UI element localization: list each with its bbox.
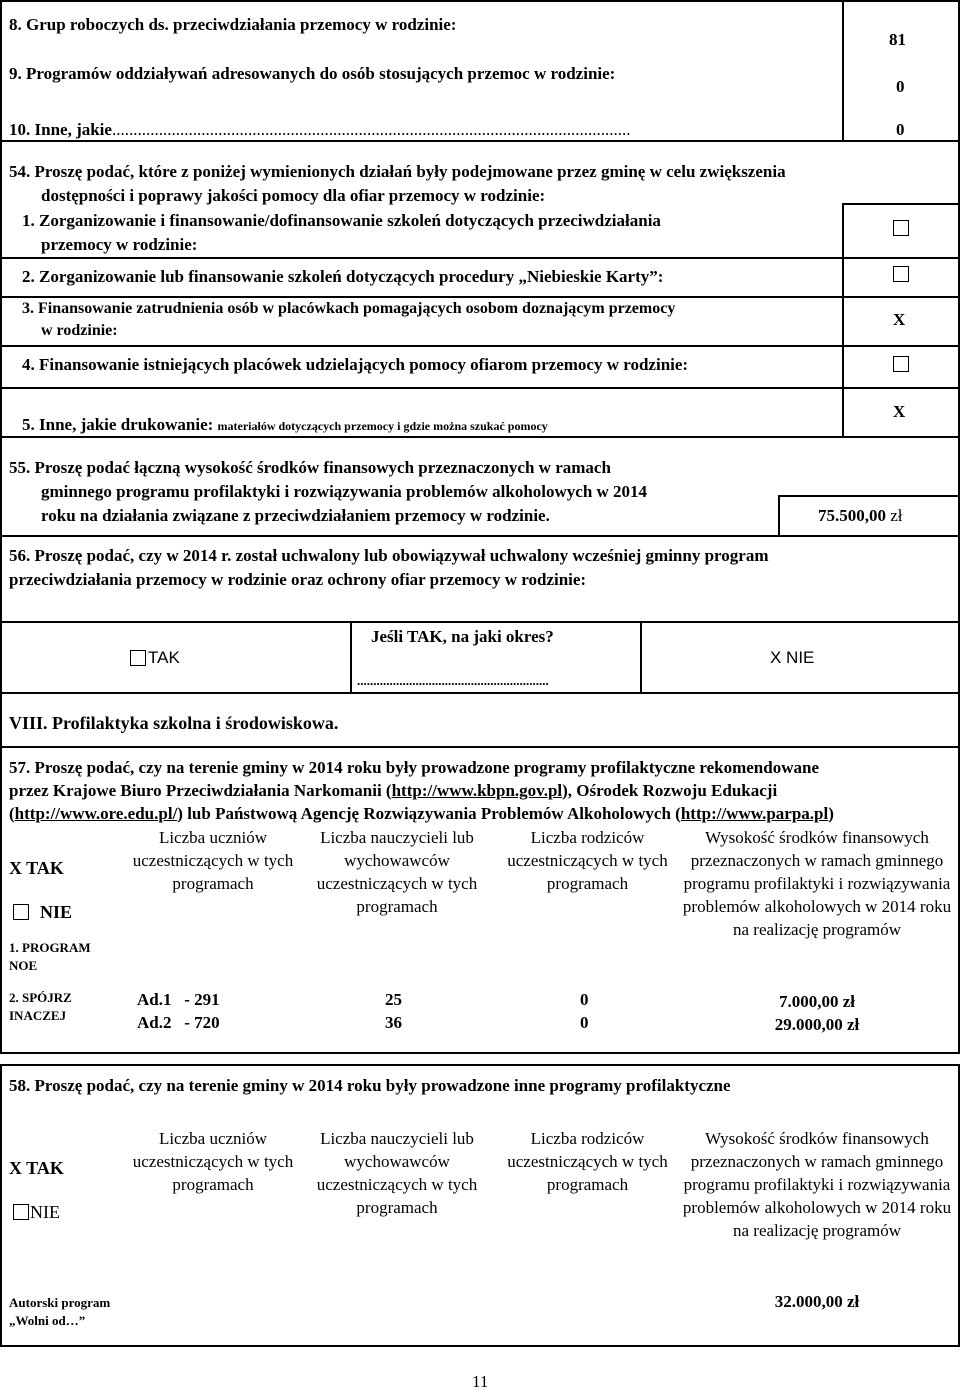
q55-line1: 55. Proszę podać łączną wysokość środków finansowych przeznaczonych w ramach (9, 458, 611, 477)
q58-program: Autorski program „Wolni od…” (9, 1295, 111, 1328)
item2-checkbox[interactable] (893, 266, 909, 282)
q56-period-question: Jeśli TAK, na jaki okres? (371, 627, 554, 646)
q8-label: 8. Grup roboczych ds. przeciwdziałania przemocy w rodzinie: (9, 15, 457, 34)
q57-line2a: przez Krajowe Biuro Przeciwdziałania Narkomanii ( (9, 781, 392, 800)
q57-line2b: ), Ośrodek Rozwoju Edukacji (562, 781, 778, 800)
q10-value: 0 (896, 120, 905, 139)
q54-item3-line2: w rodzinie: (41, 322, 118, 339)
item5-mark: X (893, 402, 906, 421)
q55-amount (818, 506, 903, 526)
q58-funds: 32.000,00 zł (774, 1292, 860, 1311)
q10-label (9, 120, 630, 140)
q58-header-parents: Liczba rodziców uczestniczących w tych programach (507, 1129, 668, 1194)
section-viii-title: VIII. Profilaktyka szkolna i środowiskowa. (9, 713, 339, 733)
q54-item3-line1: 3. Finansowanie zatrudnienia osób w placówkach pomagających osobom doznającym przemocy (22, 300, 676, 317)
q57-nie: NIE (40, 902, 73, 922)
item5-detail: materiałów dotyczących przemocy i gdzie można szukać pomocy (217, 419, 548, 433)
q54-item1-line1: 1. Zorganizowanie i finansowanie/dofinansowanie szkoleń dotyczących przeciwdziałania (22, 211, 661, 230)
q57-funds-2: 29.000,00 zł (774, 1015, 860, 1034)
q58-nie: NIE (30, 1202, 60, 1222)
q56-line1: 56. Proszę podać, czy w 2014 r. został uchwalony lub obowiązywał uchwalony wcześniej gminny program (9, 546, 769, 565)
q57-line2 (9, 781, 777, 801)
q57-parents-1: 0 (580, 990, 589, 1009)
q57-line3c: ) (828, 804, 834, 823)
q57-program2: 2. SPÓJRZ INACZEJ (9, 990, 72, 1023)
q57-line1: 57. Proszę podać, czy na terenie gminy w 2014 roku były prowadzone programy profilaktyczne rekomendowane (9, 758, 819, 777)
amount-value: 75.500,00 (818, 506, 886, 525)
item4-checkbox[interactable] (893, 356, 909, 372)
q58-tak: X TAK (9, 1158, 64, 1178)
q56-tak: TAK (148, 648, 180, 667)
q58-header-students: Liczba uczniów uczestniczących w tych programach (132, 1129, 294, 1194)
q57-header-students: Liczba uczniów uczestniczących w tych programach (132, 828, 294, 893)
item5-prefix: 5. Inne, jakie drukowanie: (22, 415, 214, 434)
q54-item2: 2. Zorganizowanie lub finansowanie szkoleń dotyczących procedury „Niebieskie Karty”: (22, 267, 664, 286)
q58-line1: 58. Proszę podać, czy na terenie gminy w 2014 roku były prowadzone inne programy profilaktyczne (9, 1076, 731, 1095)
q10-label-text: 10. Inne, jakie (9, 120, 112, 139)
item1-checkbox[interactable] (893, 220, 909, 236)
q54-item1-line2: przemocy w rodzinie: (41, 235, 198, 254)
item3-mark: X (893, 310, 906, 329)
q54-line1: 54. Proszę podać, które z poniżej wymienionych działań były podejmowane przez gminę w celu zwiększenia (9, 162, 786, 181)
q57-header-funds: Wysokość środków finansowych przeznaczonych w ramach gminnego programu profilaktyki i rozwiązywania problemów alkoholowych w 2014 roku na realizację programów (682, 828, 952, 939)
kbpn-link[interactable]: http://www.kbpn.gov.pl (391, 781, 563, 800)
q58-nie-checkbox[interactable] (13, 1204, 29, 1220)
q55-line3: roku na działania związane z przeciwdziałaniem przemocy w rodzinie. (41, 506, 550, 525)
q57-funds-1: 7.000,00 zł (778, 992, 856, 1011)
q57-teachers-1: 25 (385, 990, 402, 1009)
parpa-link[interactable]: http://www.parpa.pl (680, 804, 829, 823)
q56-tak-checkbox[interactable] (130, 650, 146, 666)
q57-header-parents: Liczba rodziców uczestniczących w tych programach (507, 828, 668, 893)
q56-period-dots: ........................................................... (357, 673, 549, 688)
q57-line3a: ( (9, 804, 15, 823)
q54-item4: 4. Finansowanie istniejących placówek udzielających pomocy ofiarom przemocy w rodzinie: (22, 355, 689, 374)
q9-label: 9. Programów oddziaływań adresowanych do osób stosujących przemoc w rodzinie: (9, 64, 616, 83)
q54-item5 (22, 415, 548, 435)
q57-header-teachers: Liczba nauczycieli lub wychowawców uczestniczących w tych programach (316, 828, 478, 916)
q58-header-funds: Wysokość środków finansowych przeznaczonych w ramach gminnego programu profilaktyki i rozwiązywania problemów alkoholowych w 2014 roku na realizację programów (682, 1129, 952, 1240)
q57-teachers-2: 36 (385, 1013, 402, 1032)
q57-tak: X TAK (9, 858, 64, 878)
q57-students-1: Ad.1 - 291 (137, 990, 220, 1009)
q54-line2: dostępności i poprawy jakości pomocy dla ofiar przemocy w rodzinie: (41, 186, 546, 205)
q56-line2: przeciwdziałania przemocy w rodzinie oraz ochrony ofiar przemocy w rodzinie: (9, 570, 587, 589)
page-number: 11 (472, 1372, 489, 1391)
q57-students-2: Ad.2 - 720 (137, 1013, 220, 1032)
q57-nie-checkbox[interactable] (13, 904, 29, 920)
q57-program1: 1. PROGRAM NOE (9, 940, 91, 973)
q57-line3 (9, 804, 834, 824)
q58-header-teachers: Liczba nauczycieli lub wychowawców uczestniczących w tych programach (316, 1129, 478, 1217)
ore-link[interactable]: http://www.ore.edu.pl/ (14, 804, 178, 823)
q9-value: 0 (896, 77, 905, 96)
q57-line3b: ) lub Państwową Agencję Rozwiązywania Problemów Alkoholowych ( (177, 804, 681, 823)
amount-currency: zł (890, 506, 903, 525)
q10-dots: .......................................................................................................................... (111, 120, 631, 139)
q56-nie: X NIE (770, 648, 815, 667)
q55-line2: gminnego programu profilaktyki i rozwiązywania problemów alkoholowych w 2014 (41, 482, 648, 501)
q8-value: 81 (889, 30, 906, 49)
q57-parents-2: 0 (580, 1013, 589, 1032)
